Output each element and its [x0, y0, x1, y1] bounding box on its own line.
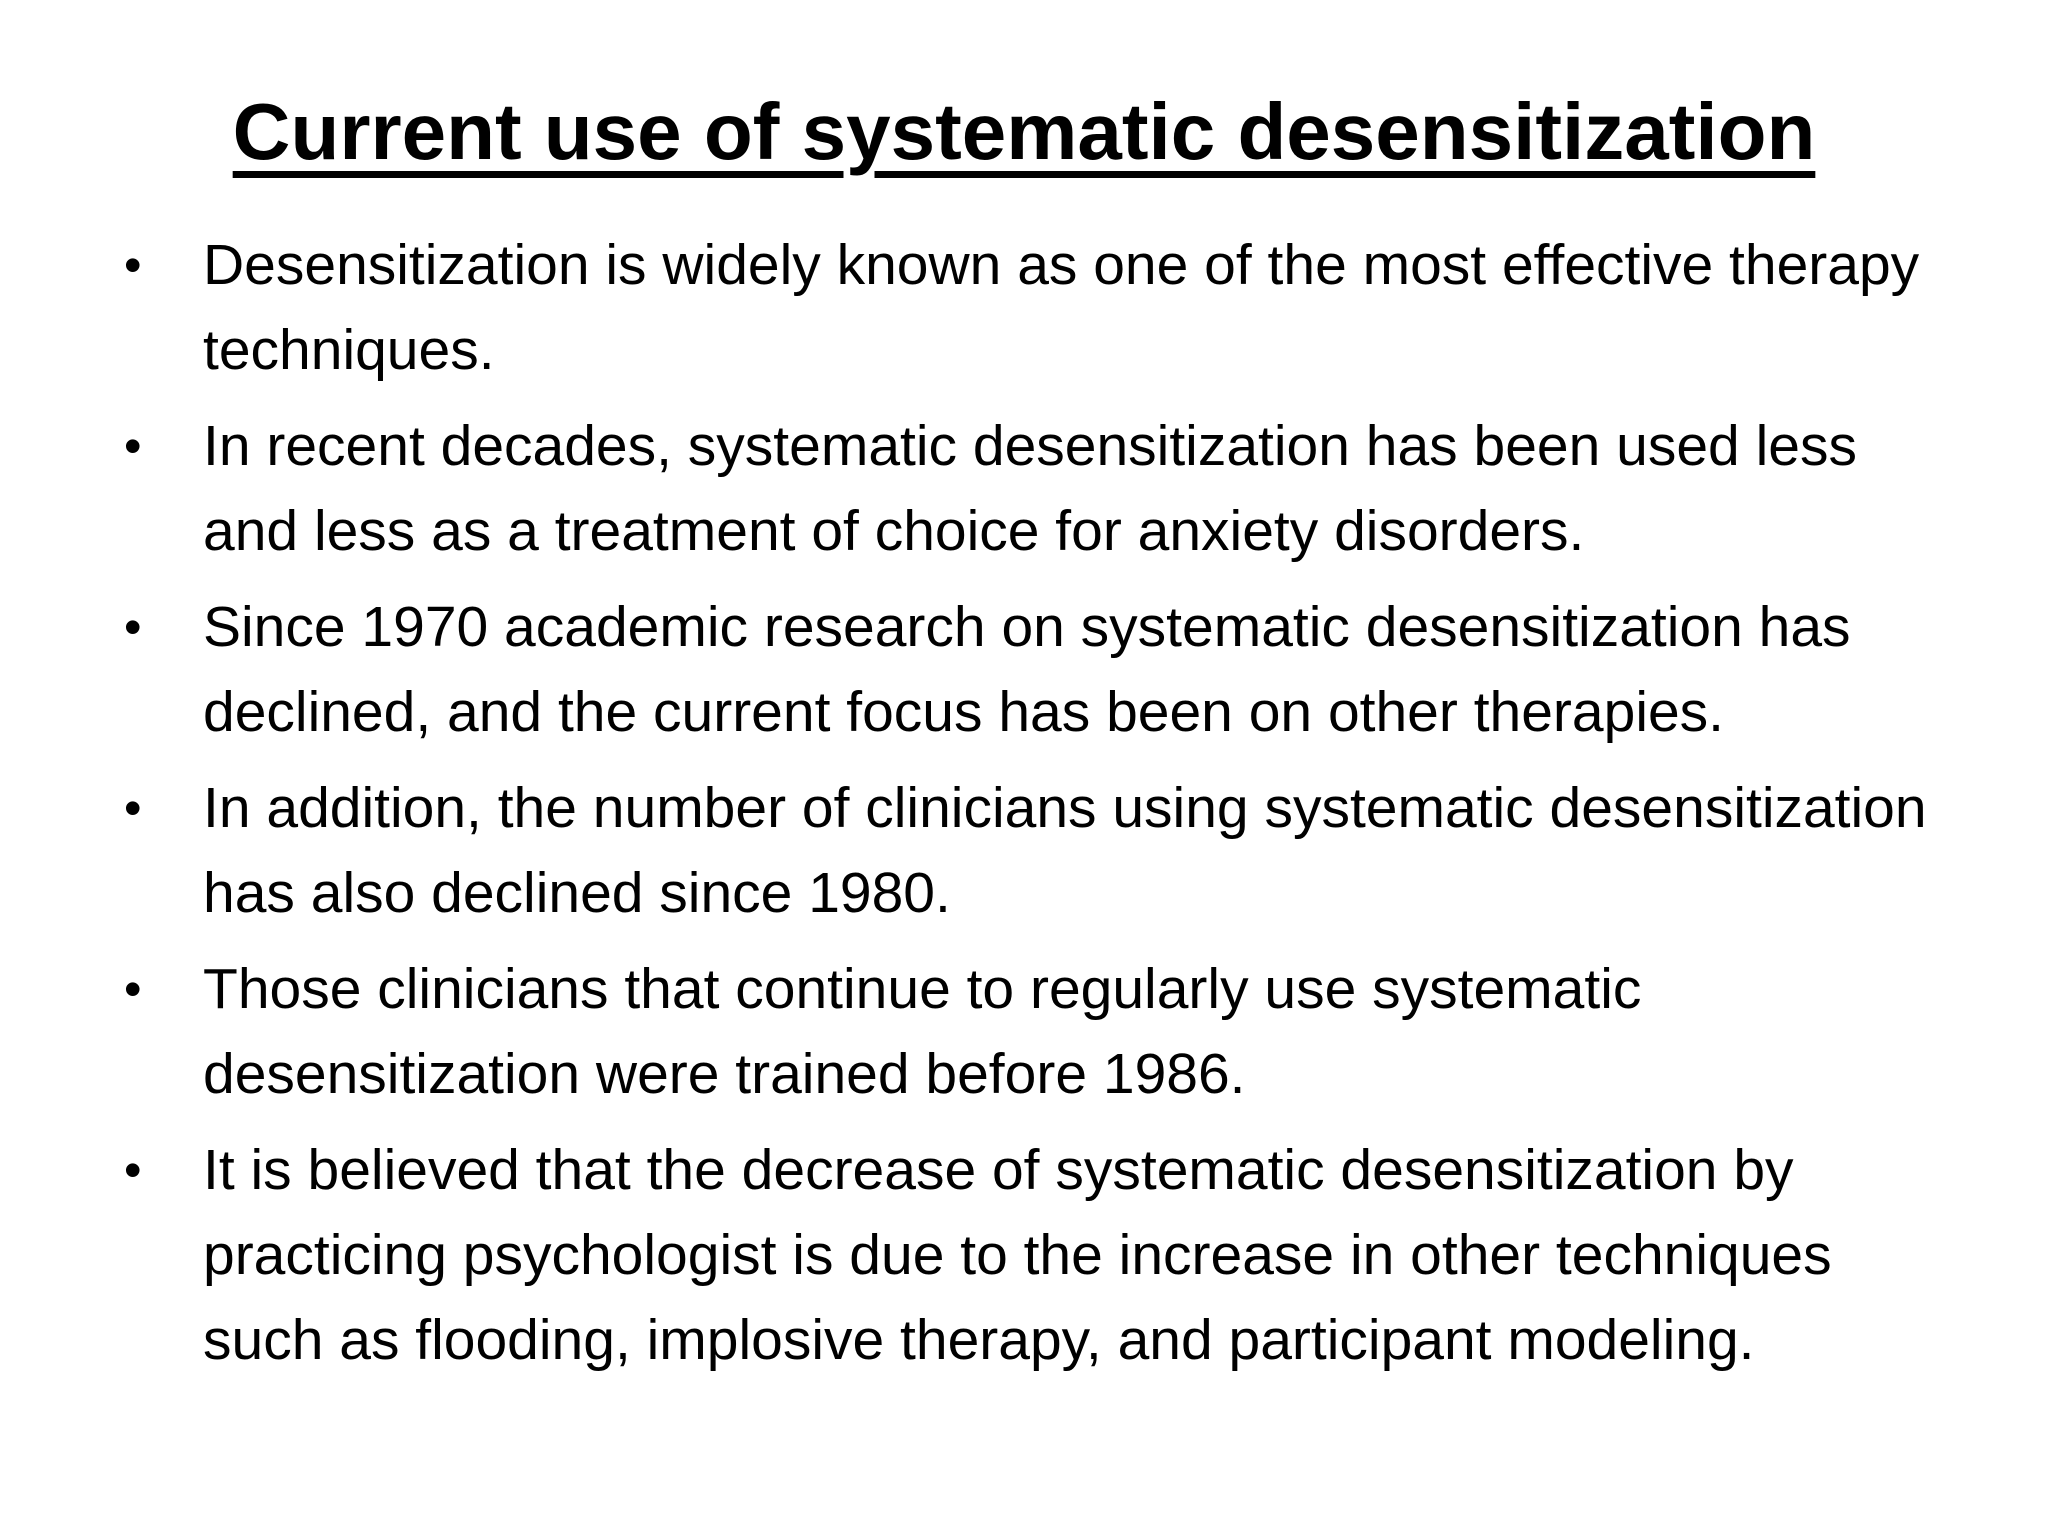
bullet-text: In recent decades, systematic desensitization has been used less and less as a treatment of choice for anxiety disorders. [203, 414, 1857, 563]
bullet-text: Since 1970 academic research on systematic desensitization has declined, and the current focus has been on other therapies. [203, 595, 1851, 744]
bullet-icon: • [124, 1142, 142, 1198]
bullet-item [118, 223, 1948, 393]
slide-title-text: Current use of systematic desensitization [232, 87, 1816, 176]
bullet-icon: • [124, 780, 142, 836]
bullet-item [118, 585, 1948, 755]
bullet-item [118, 1128, 1948, 1383]
bullet-text: Desensitization is widely known as one of the most effective therapy techniques. [203, 233, 1920, 382]
bullet-text: Those clinicians that continue to regularly use systematic desensitization were trained before 1986. [203, 957, 1642, 1106]
bullet-list [118, 223, 1948, 1394]
slide-title [0, 82, 2048, 182]
bullet-text: In addition, the number of clinicians using systematic desensitization has also declined since 1980. [203, 776, 1927, 925]
bullet-icon: • [124, 961, 142, 1017]
bullet-item [118, 947, 1948, 1117]
bullet-item [118, 766, 1948, 936]
bullet-icon: • [124, 599, 142, 655]
bullet-icon: • [124, 237, 142, 293]
bullet-item [118, 404, 1948, 574]
bullet-icon: • [124, 418, 142, 474]
bullet-text: It is believed that the decrease of systematic desensitization by practicing psychologist is due to the increase in other techniques such as flooding, implosive therapy, and participant modeling. [203, 1138, 1832, 1372]
